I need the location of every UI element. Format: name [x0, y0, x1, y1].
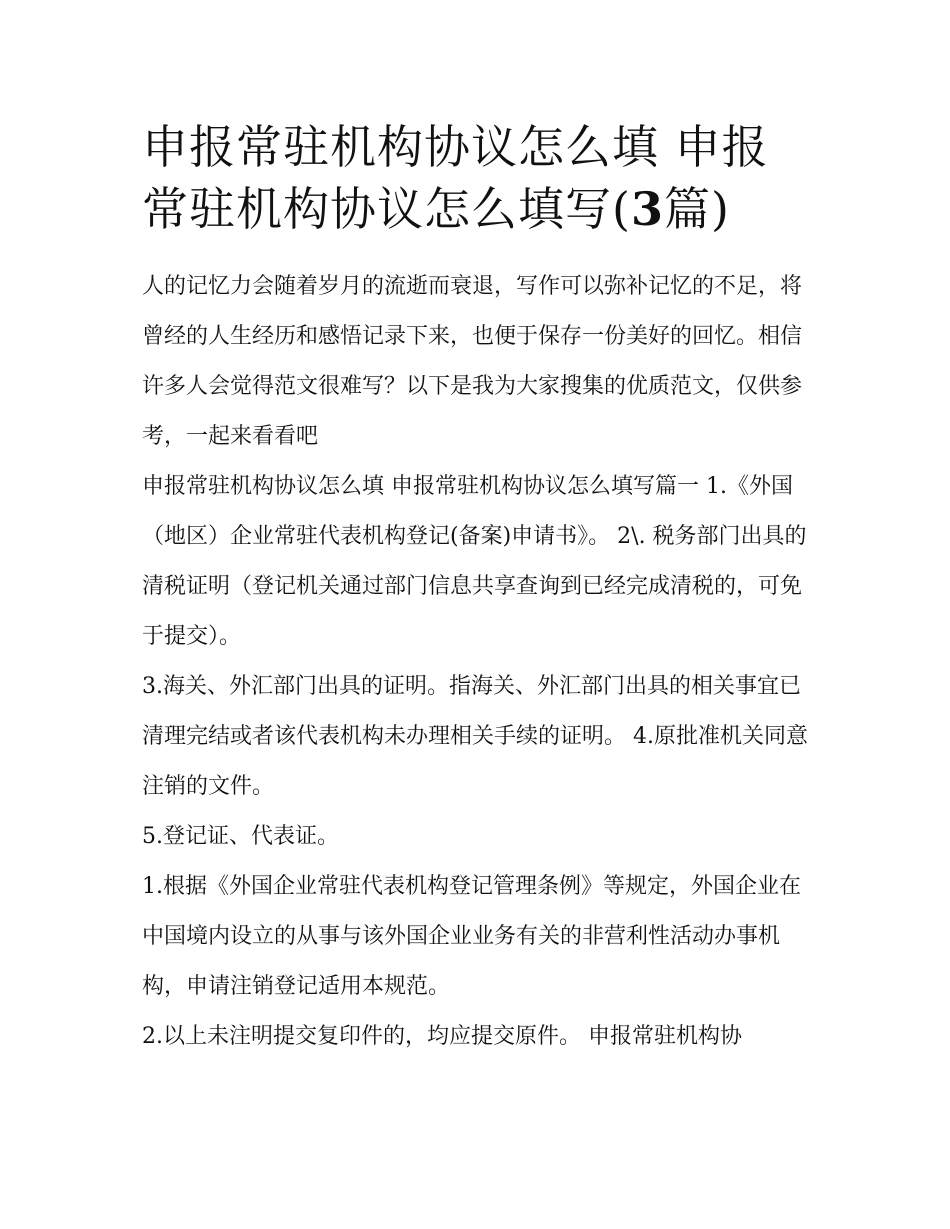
intro-paragraph: 人的记忆力会随着岁月的流逝而衰退，写作可以弥补记忆的不足，将曾经的人生经历和感悟记录下来，也便于保存一份美好的回忆。相信许多人会觉得范文很难写？以下是我为大家搜集的优质范文，仅供参考，一起来看看吧 — [142, 274, 803, 449]
document-page — [142, 116, 814, 1062]
body-paragraph-4: 1.根据《外国企业常驻代表机构登记管理条例》等规定，外国企业在中国境内设立的从事与该外国企业业务有关的非营利性活动办事机构，申请注销登记适用本规范。 — [142, 874, 801, 999]
document-title — [142, 116, 814, 240]
body-paragraph-1: 申报常驻机构协议怎么填 申报常驻机构协议怎么填写篇一 1.《外国（地区）企业常驻代表机构登记(备案)申请书》。 2\. 税务部门出具的清税证明（登记机关通过部门信息共享查询到已经完成清税的，可免于提交）。 — [142, 474, 807, 649]
body-paragraph-2: 3.海关、外汇部门出具的证明。指海关、外汇部门出具的相关事宜已清理完结或者该代表机构未办理相关手续的证明。 4.原批准机关同意注销的文件。 — [142, 674, 808, 799]
body-paragraph-3: 5.登记证、代表证。 — [142, 824, 339, 849]
title-text-part2: 篇) — [663, 182, 730, 236]
title-count: 3 — [630, 182, 664, 236]
body-paragraph-5: 2.以上未注明提交复印件的，均应提交原件。 申报常驻机构协 — [142, 1024, 742, 1049]
title-text-part1: 申报常驻机构协议怎么填 申报常驻机构协议怎么填写( — [142, 120, 769, 236]
